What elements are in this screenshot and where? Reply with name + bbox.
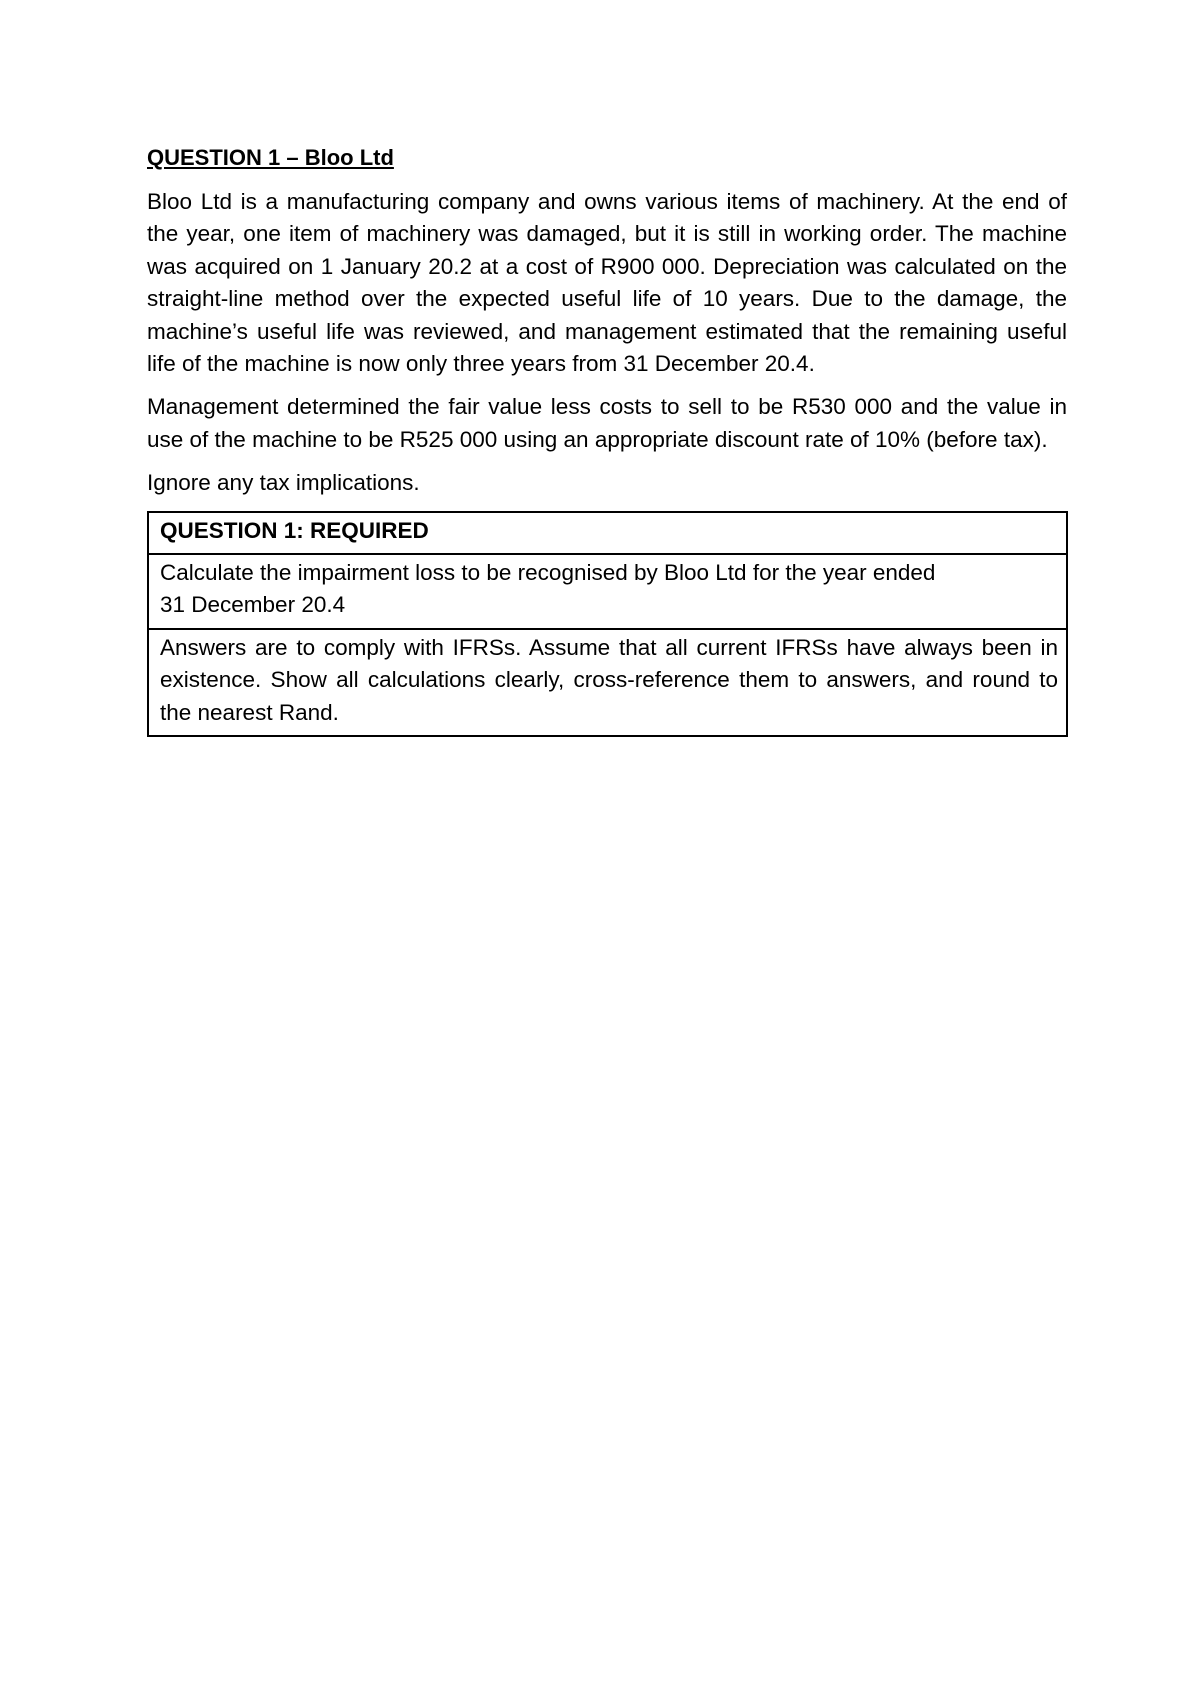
required-task	[148, 554, 1067, 629]
required-task-line2: 31 December 20.4	[160, 592, 346, 618]
required-task-row	[148, 554, 1067, 629]
required-instructions-row	[148, 629, 1067, 736]
valuation-paragraph: Management determined the fair value less costs to sell to be R530 000 and the value in use of the machine to be R525 000 using an appropriate discount rate of 10% (before tax).	[147, 394, 1067, 452]
required-task-line1: Calculate the impairment loss to be recognised by Bloo Ltd for the year ended	[160, 560, 936, 586]
document-page	[147, 142, 1067, 737]
required-table	[147, 511, 1068, 737]
question-heading: QUESTION 1 – Bloo Ltd	[147, 145, 394, 170]
required-instructions: Answers are to comply with IFRSs. Assume that all current IFRSs have always been in existence. Show all calculations clearly, cross-reference them to answers, and round to the nearest Rand.	[148, 629, 1067, 736]
tax-note-paragraph: Ignore any tax implications.	[147, 470, 420, 496]
required-title-row	[148, 512, 1067, 554]
required-title: QUESTION 1: REQUIRED	[148, 512, 1067, 554]
scenario-paragraph: Bloo Ltd is a manufacturing company and owns various items of machinery. At the end of the year, one item of machinery was damaged, but it is still in working order. The machine was acquired on 1 January 20.2 at a cost of R900 000. Depreciation was calculated on the straight-line method over the expected useful life of 10 years. Due to the damage, the machine’s useful life was reviewed, and management estimated that the remaining useful life of the machine is now only three years from 31 December 20.4.	[147, 189, 1067, 377]
